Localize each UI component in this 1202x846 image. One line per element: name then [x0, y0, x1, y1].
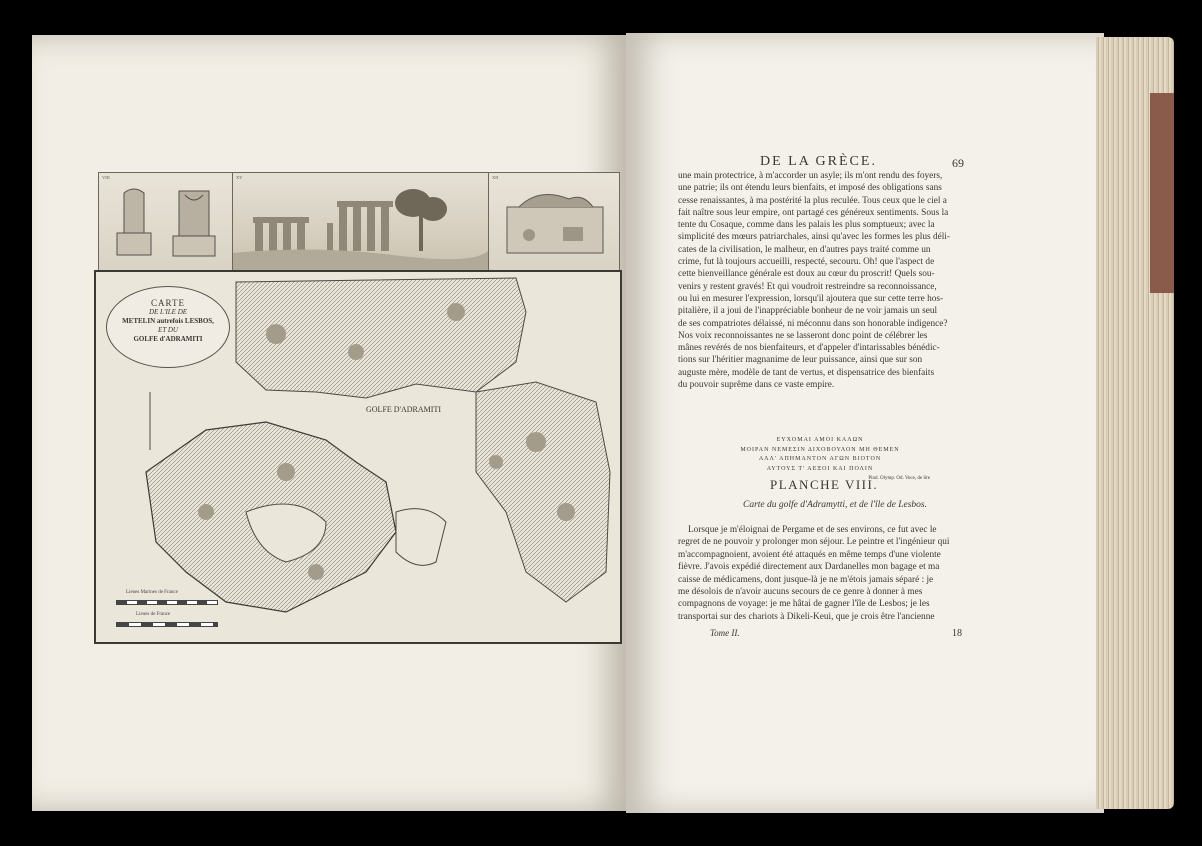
greek-line: ΕΥΧΟΜΑΙ ΑΜΟΙ ΚΑΛΩΝ [776, 437, 864, 443]
plate-number: VIII [102, 175, 110, 180]
text-line: Nos voix reconnoissantes ne se lasseront donc point de célébrer les [678, 330, 928, 341]
text-line: cette bienveillance générale est doux au cœur du proscrit! Quels sou- [678, 269, 935, 280]
text-line: transportai sur des chariots à Dikeli-Keui, que je crois être l'ancienne [678, 611, 935, 622]
right-page [626, 33, 1104, 813]
map-title-line: CARTE [151, 298, 185, 308]
scale-label: Lieues Marines de France [126, 590, 178, 595]
text-line: auguste mère, modèle de tant de vertus, et dispensatrice des bienfaits [678, 367, 935, 378]
sea-label: GOLFE D'ADRAMITI [366, 405, 441, 414]
plate-aqueduct [232, 172, 489, 272]
plate-bas-relief [488, 172, 620, 272]
text-line: fièvre. J'avois expédié directement aux Dardanelles mon bagage et ma [678, 562, 940, 573]
text-line: me désolois de n'avoir aucuns secours de ce genre à donner à mes [678, 587, 923, 598]
text-line: regret de ne pouvoir y prolonger mon séjour. Le peintre et l'ingénieur qui [678, 537, 950, 548]
plate-marble-seat [98, 172, 234, 272]
greek-line: ΜΟΙΡΑΝ ΝΕΜΕΣΙΝ ΔΙΧΟΒΟΥΛΟΝ ΜΗ ΘΕΜΕΝ [740, 446, 900, 453]
text-line: tente du Cosaque, comme dans les palais les plus somptueux; avec la [678, 220, 935, 231]
volume-label: Tome II. [710, 628, 740, 638]
text-line: pitalière, il a joui de l'inappréciable bonheur de ne voir jamais un seul [678, 306, 938, 317]
signature-mark: 18 [952, 628, 962, 639]
text-line: crime, fut là toujours accueilli, respecté, secouru. Oh! que l'aspect de [678, 257, 935, 268]
marble-seat-illustration [99, 173, 233, 271]
scale-bar [116, 622, 218, 627]
text-line: caisse de médicamens, dont jusque-là je ne m'étois jamais séparé : je [678, 574, 934, 585]
text-line: du pouvoir suprême dans ce vaste empire. [678, 380, 835, 391]
text-line: m'accompagnoient, avoient été attaqués en même temps d'une violente [678, 549, 941, 560]
map-title-line: METELIN autrefois LESBOS, [122, 317, 214, 325]
text-line: compagnons de voyage: je me hâtai de gagner l'île de Lesbos; je les [678, 599, 930, 610]
text-line: de ses compatriotes délaissé, ni méconnu dans son honorable indigence? [678, 318, 948, 329]
text-line: Lorsque je m'éloignai de Pergame et de ses environs, ce fut avec le [688, 525, 937, 535]
text-line: mânes revérés de nos bienfaiteurs, et d'appeler d'intarissables bénédic- [678, 343, 940, 354]
text-line: fait naître sous leur empire, ont partagé ces généreux sentiments. Sous la [678, 207, 949, 218]
text-line: une main protectrice, à m'accorder un asyle; ils m'ont rendu des foyers, [678, 171, 943, 181]
bas-relief-illustration [489, 173, 619, 271]
plate-number: XII [492, 175, 499, 180]
map-plate [94, 270, 622, 644]
scale-bar [116, 600, 218, 605]
running-head: DE LA GRÈCE. [760, 154, 877, 169]
scale-label: Lieues de France [136, 612, 171, 617]
paragraph-1 [678, 170, 964, 391]
aqueduct-illustration [233, 173, 488, 271]
map-title-line: GOLFE d'ADRAMITI [133, 335, 203, 343]
text-line: cesse renaissantes, à ma postérité la plus reculée. Tous ceux que le ciel a [678, 195, 947, 206]
text-line: ou lui en mesurer l'expression, lorsqu'il ajoutera que sur cette terre hos- [678, 293, 944, 304]
map-cartouche [106, 286, 230, 368]
planche-subtitle: Carte du golfe d'Adramytti, et de l'île de Lesbos. [742, 500, 927, 510]
text-line: tions sur l'héritier magnanime de leur puissance, ainsi que sur son [678, 355, 923, 366]
text-line: venirs y restent gravés! Et qui voudroit restreindre sa reconnoissance, [678, 281, 937, 292]
text-line: cates de la civilisation, le malheur, en d'autres pays traité comme un [678, 244, 931, 255]
greek-line: ΑΥΤΟΥΣ Τ' ΑΕΞΟΙ ΚΑΙ ΠΟΛΙΝ [766, 465, 874, 472]
text-line: simplicité des mœurs patriarchales, ainsi qu'avec les formes les plus déli- [678, 232, 950, 243]
plate-number: XV [236, 175, 243, 180]
greek-citation: Pind. Olymp. Od. Voce, de lire [868, 476, 930, 481]
map-title-line: ET DU [158, 326, 178, 334]
map-title-line: DE L'ILE DE [148, 308, 188, 316]
text-line: une patrie; ils ont étendu leurs bienfaits, et imposé des obligations sans [678, 183, 942, 194]
greek-line: ΑΛΛ' ΑΠΗΜΑΝΤΟΝ ΑΓΩΝ ΒΙΟΤΟΝ [758, 456, 882, 462]
page-number: 69 [952, 156, 964, 170]
planche-title: PLANCHE VIII. [770, 477, 879, 492]
paragraph-2 [678, 524, 964, 623]
book-cover-edge [1150, 93, 1174, 293]
